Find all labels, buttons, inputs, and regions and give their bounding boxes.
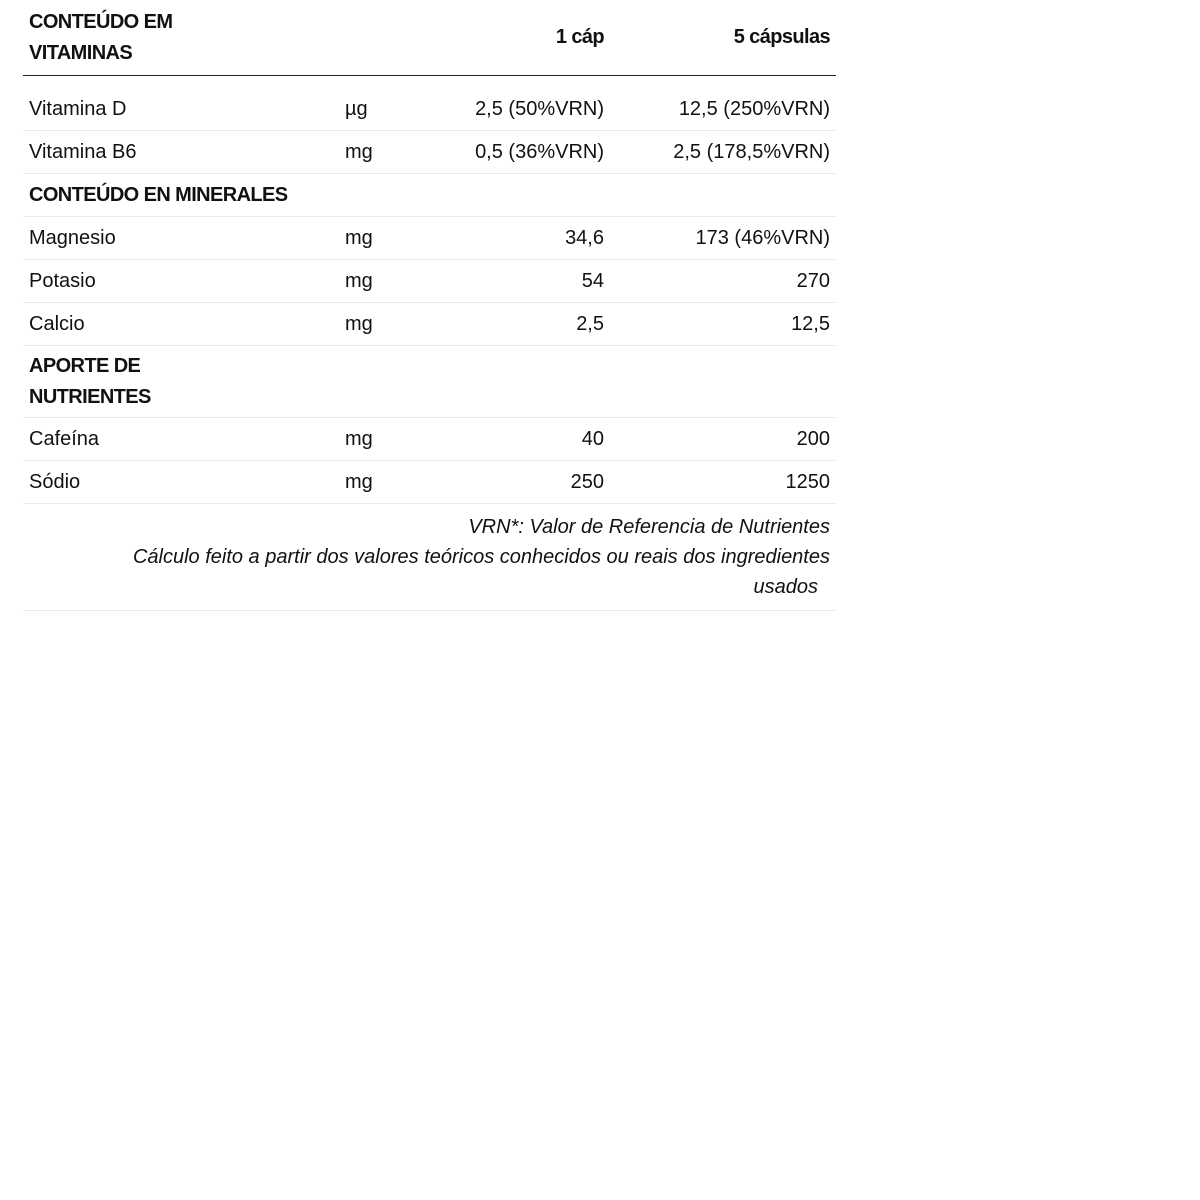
- vitamins-section-title: [23, 0, 445, 76]
- nutrient-unit: µg: [335, 88, 445, 131]
- nutrient-name: Cafeína: [23, 418, 335, 461]
- minerals-section-row: [23, 174, 836, 217]
- minerals-section-title: CONTEÚDO EN MINERALES: [23, 174, 836, 217]
- table-row: [23, 303, 836, 346]
- value-five-capsules: 270: [610, 260, 836, 303]
- footnote-row: [23, 504, 836, 611]
- header-spacer: [23, 76, 836, 89]
- nutrient-unit: mg: [335, 131, 445, 174]
- value-five-capsules: 173 (46%VRN): [610, 217, 836, 260]
- value-one-capsule: 54: [445, 260, 610, 303]
- nutrient-name: Potasio: [23, 260, 335, 303]
- nutrition-table: [23, 0, 836, 611]
- footnote: [23, 504, 836, 611]
- nutrient-unit: mg: [335, 260, 445, 303]
- footnote-vrn-definition: VRN*: Valor de Referencia de Nutrientes: [468, 516, 830, 538]
- table-row: [23, 217, 836, 260]
- nutrient-name: Vitamina D: [23, 88, 335, 131]
- nutrients-title-line2: NUTRIENTES: [29, 385, 151, 408]
- value-one-capsule: 2,5: [445, 303, 610, 346]
- value-one-capsule: 40: [445, 418, 610, 461]
- value-five-capsules: 2,5 (178,5%VRN): [610, 131, 836, 174]
- column-header-one-capsule: 1 cáp: [445, 0, 610, 76]
- table-row: [23, 131, 836, 174]
- table-row: [23, 88, 836, 131]
- table-header: [23, 0, 836, 76]
- nutrient-name: Vitamina B6: [23, 131, 335, 174]
- footnote-calculation-note-end: usados: [753, 576, 818, 598]
- value-one-capsule: 0,5 (36%VRN): [445, 131, 610, 174]
- footnote-calculation-note: Cálculo feito a partir dos valores teóricos conhecidos ou reais dos ingredientes: [132, 546, 830, 568]
- table-row: [23, 418, 836, 461]
- nutrients-section-row: [23, 346, 836, 418]
- value-five-capsules: 12,5: [610, 303, 836, 346]
- value-five-capsules: 1250: [610, 461, 836, 504]
- value-one-capsule: 2,5 (50%VRN): [445, 88, 610, 131]
- column-header-five-capsules: 5 cápsulas: [610, 0, 836, 76]
- nutrient-name: Magnesio: [23, 217, 335, 260]
- nutrient-name: Calcio: [23, 303, 335, 346]
- value-five-capsules: 12,5 (250%VRN): [610, 88, 836, 131]
- table-row: [23, 260, 836, 303]
- nutrients-section-title: [23, 346, 836, 418]
- nutrient-unit: mg: [335, 303, 445, 346]
- nutrient-unit: mg: [335, 418, 445, 461]
- nutrients-title-line1: APORTE DE: [29, 354, 141, 377]
- nutrient-unit: mg: [335, 461, 445, 504]
- table-row: [23, 461, 836, 504]
- vitamins-title-line1: CONTEÚDO EM: [29, 10, 173, 33]
- value-five-capsules: 200: [610, 418, 836, 461]
- nutrient-unit: mg: [335, 217, 445, 260]
- nutrient-name: Sódio: [23, 461, 335, 504]
- vitamins-title-line2: VITAMINAS: [29, 41, 133, 64]
- value-one-capsule: 34,6: [445, 217, 610, 260]
- value-one-capsule: 250: [445, 461, 610, 504]
